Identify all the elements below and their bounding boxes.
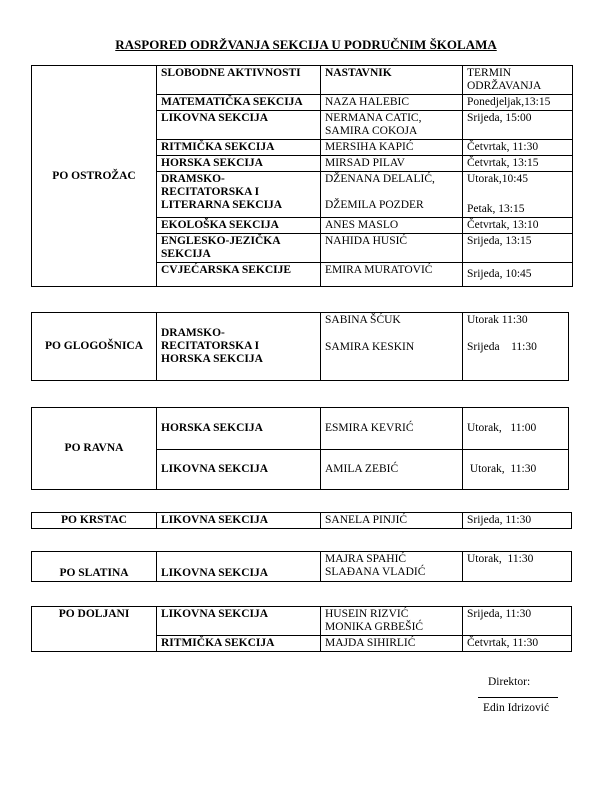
term-cell: Ponedjeljak,13:15 xyxy=(463,95,573,111)
section-line: RECITATORSKA I xyxy=(161,186,260,198)
school-cell: PO KRSTAC xyxy=(32,513,157,529)
signature-line xyxy=(478,697,558,698)
teacher-line: NERMANA CATIC, xyxy=(325,112,422,124)
section-cell: LIKOVNA SEKCIJA xyxy=(157,552,321,582)
section-cell xyxy=(157,172,321,218)
table-row xyxy=(32,313,569,381)
teacher-line: SABINA ŠĆUK xyxy=(325,314,401,326)
term-cell: Utorak, 11:30 xyxy=(463,450,569,490)
term-line: Utorak,10:45 xyxy=(467,173,529,185)
term-line: Utorak 11:30 xyxy=(467,314,528,326)
section-line: LITERARNA SEKCIJA xyxy=(161,199,283,211)
header-term-line-1: TERMIN xyxy=(467,67,512,79)
teacher-cell xyxy=(321,111,463,140)
section-cell: EKOLOŠKA SEKCIJA xyxy=(157,218,321,234)
teacher-line: MAJRA SPAHIĆ xyxy=(325,553,407,565)
section-cell xyxy=(157,234,321,263)
teacher-cell: AMILA ZEBIĆ xyxy=(321,450,463,490)
section-cell: LIKOVNA SEKCIJA xyxy=(157,450,321,490)
teacher-line: DŽENANA DELALIĆ, xyxy=(325,173,435,185)
teacher-cell: SANELA PINJIĆ xyxy=(321,513,463,529)
term-cell: Četvrtak, 13:15 xyxy=(463,156,573,172)
teacher-cell: MAJDA SIHIRLIĆ xyxy=(321,636,463,652)
teacher-cell xyxy=(321,172,463,218)
section-cell xyxy=(157,313,321,381)
section-line: RECITATORSKA I xyxy=(161,340,260,352)
section-line: SEKCIJA xyxy=(161,248,211,260)
table-ravna xyxy=(31,407,569,490)
school-cell: PO RAVNA xyxy=(32,408,157,490)
teacher-line: SLAĐANA VLADIĆ xyxy=(325,566,426,578)
table-slatina xyxy=(31,551,572,582)
table-doljani xyxy=(31,606,572,652)
teacher-cell: NAHIDA HUSIĆ xyxy=(321,234,463,263)
table-krstac xyxy=(31,512,572,529)
section-line: DRAMSKO- xyxy=(161,327,225,339)
teacher-cell: ESMIRA KEVRIĆ xyxy=(321,408,463,450)
term-cell: Utorak, 11:00 xyxy=(463,408,569,450)
page-title: RASPORED ODRŽVANJA SEKCIJA U PODRUČNIM ŠKOLAMA xyxy=(115,37,497,52)
section-cell: LIKOVNA SEKCIJA xyxy=(157,607,321,636)
teacher-line: SAMIRA COKOJA xyxy=(325,125,418,137)
section-cell: LIKOVNA SEKCIJA xyxy=(157,513,321,529)
section-cell: HORSKA SEKCIJA xyxy=(157,408,321,450)
section-cell: RITMIČKA SEKCIJA xyxy=(157,636,321,652)
section-cell: RITMIČKA SEKCIJA xyxy=(157,140,321,156)
teacher-line: SAMIRA KESKIN xyxy=(325,341,415,353)
teacher-line: HUSEIN RIZVIĆ xyxy=(325,608,409,620)
school-cell: PO GLOGOŠNICA xyxy=(32,313,157,381)
header-teacher: NASTAVNIK xyxy=(321,66,463,95)
term-cell: Srijeda, 15:00 xyxy=(463,111,573,140)
section-line: ENGLESKO-JEZIČKA xyxy=(161,235,281,247)
table-row xyxy=(32,552,572,582)
term-line: Srijeda 11:30 xyxy=(467,341,537,353)
teacher-cell: NAZA HALEBIC xyxy=(321,95,463,111)
table-row xyxy=(32,408,569,450)
term-cell: Srijeda, 10:45 xyxy=(463,263,573,287)
term-cell: Četvrtak, 11:30 xyxy=(463,140,573,156)
term-cell: Srijeda, 11:30 xyxy=(463,513,572,529)
teacher-cell: MIRSAD PILAV xyxy=(321,156,463,172)
table-ostrozac xyxy=(31,65,573,287)
header-term-line-2: ODRŽAVANJA xyxy=(467,80,542,92)
section-cell: CVJEĆARSKA SEKCIJE xyxy=(157,263,321,287)
table-row xyxy=(32,607,572,636)
teacher-cell: ANES MASLO xyxy=(321,218,463,234)
section-line: DRAMSKO- xyxy=(161,173,225,185)
teacher-cell xyxy=(321,552,463,582)
term-cell xyxy=(463,172,573,218)
director-name: Edin Idrizović xyxy=(483,702,550,714)
teacher-line: DŽEMILA POZDER xyxy=(325,199,424,211)
school-cell: PO SLATINA xyxy=(32,552,157,582)
school-cell: PO OSTROŽAC xyxy=(32,66,157,287)
school-cell: PO DOLJANI xyxy=(32,607,157,652)
section-cell: MATEMATIČKA SEKCIJA xyxy=(157,95,321,111)
teacher-cell: MERSIHA KAPIĆ xyxy=(321,140,463,156)
term-cell: Četvrtak, 13:10 xyxy=(463,218,573,234)
table-glogosnica xyxy=(31,312,569,381)
term-cell: Utorak, 11:30 xyxy=(463,552,572,582)
header-term xyxy=(463,66,573,95)
teacher-line: MONIKA GRBEŠIĆ xyxy=(325,621,424,633)
teacher-cell xyxy=(321,313,463,381)
section-cell: HORSKA SEKCIJA xyxy=(157,156,321,172)
section-cell: LIKOVNA SEKCIJA xyxy=(157,111,321,140)
teacher-cell xyxy=(321,607,463,636)
header-section: SLOBODNE AKTIVNOSTI xyxy=(157,66,321,95)
term-cell: Srijeda, 11:30 xyxy=(463,607,572,636)
teacher-cell: EMIRA MURATOVIĆ xyxy=(321,263,463,287)
term-cell: Srijeda, 13:15 xyxy=(463,234,573,263)
director-label: Direktor: xyxy=(488,676,531,688)
term-cell: Četvrtak, 11:30 xyxy=(463,636,572,652)
table-row xyxy=(32,513,572,529)
section-line: HORSKA SEKCIJA xyxy=(161,353,263,365)
term-cell xyxy=(463,313,569,381)
term-line: Petak, 13:15 xyxy=(467,203,525,215)
